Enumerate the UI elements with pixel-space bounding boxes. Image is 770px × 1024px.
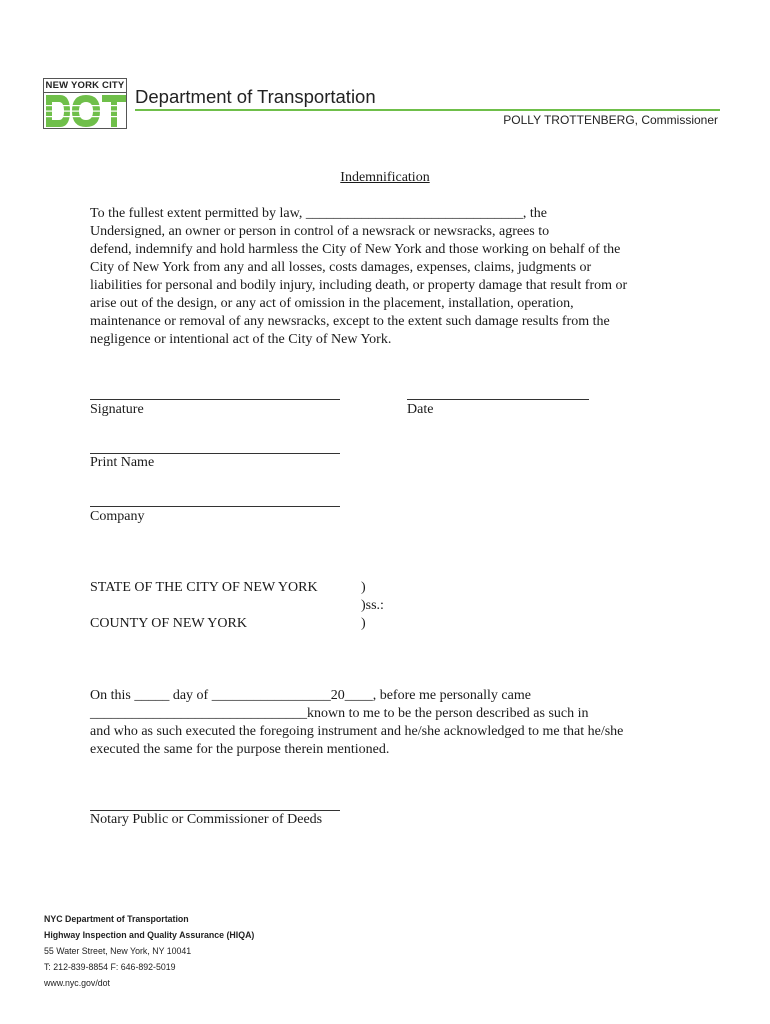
county-label: COUNTY OF NEW YORK	[90, 616, 247, 631]
document-title: Indemnification	[340, 170, 430, 185]
notary-signature-line[interactable]	[90, 810, 340, 811]
header-divider	[135, 109, 720, 111]
body-line: Undersigned, an owner or person in control of a newsrack or newsracks, agrees to	[90, 224, 550, 239]
commissioner-name: POLLY TROTTENBERG, Commissioner	[503, 113, 718, 127]
footer-phone: T: 212-839-8854 F: 646-892-5019	[44, 962, 176, 972]
logo-city-text: NEW YORK CITY	[45, 80, 125, 91]
body-line: To the fullest extent permitted by law, _______________________________, the	[90, 206, 547, 221]
paren-bottom: )	[361, 616, 366, 631]
body-line: liabilities for personal and bodily injury, including death, or property damage that result from or	[90, 278, 628, 293]
dot-logo-icon	[46, 95, 126, 127]
body-line: City of New York from any and all losses, costs damages, expenses, claims, judgments or	[90, 260, 592, 275]
footer-org: NYC Department of Transportation	[44, 914, 189, 924]
body-line: defend, indemnify and hold harmless the City of New York and those working on behalf of the	[90, 242, 621, 257]
signature-line[interactable]	[90, 399, 340, 400]
state-label: STATE OF THE CITY OF NEW YORK	[90, 580, 318, 595]
notary-label: Notary Public or Commissioner of Deeds	[90, 812, 323, 827]
print-name-label: Print Name	[90, 455, 155, 470]
notary-line: executed the same for the purpose therein mentioned.	[90, 742, 390, 757]
notary-line: On this _____ day of _________________20____, before me personally came	[90, 688, 531, 703]
indemnification-paragraph	[90, 205, 690, 349]
notary-line: _______________________________known to me to be the person described as such in	[90, 706, 589, 721]
nyc-dot-logo	[43, 78, 127, 129]
department-title: Department of Transportation	[135, 86, 376, 107]
date-line[interactable]	[407, 399, 589, 400]
footer-division: Highway Inspection and Quality Assurance (HIQA)	[44, 930, 255, 940]
footer-address: 55 Water Street, New York, NY 10041	[44, 946, 192, 956]
paren-top: )	[361, 580, 366, 595]
print-name-line[interactable]	[90, 453, 340, 454]
body-line: arise out of the design, or any act of omission in the placement, installation, operation,	[90, 296, 574, 311]
notary-paragraph	[90, 687, 690, 759]
body-line: negligence or intentional act of the City of New York.	[90, 332, 392, 347]
notary-line: and who as such executed the foregoing instrument and he/she acknowledged to me that he/she	[90, 724, 624, 739]
signature-label: Signature	[90, 402, 144, 417]
date-label: Date	[407, 402, 434, 417]
footer-contact	[44, 911, 254, 991]
company-label: Company	[90, 509, 145, 524]
footer-website[interactable]: www.nyc.gov/dot	[44, 978, 111, 988]
company-line[interactable]	[90, 506, 340, 507]
ss-label: )ss.:	[361, 598, 384, 613]
body-line: maintenance or removal of any newsracks, except to the extent such damage results from the	[90, 314, 610, 329]
